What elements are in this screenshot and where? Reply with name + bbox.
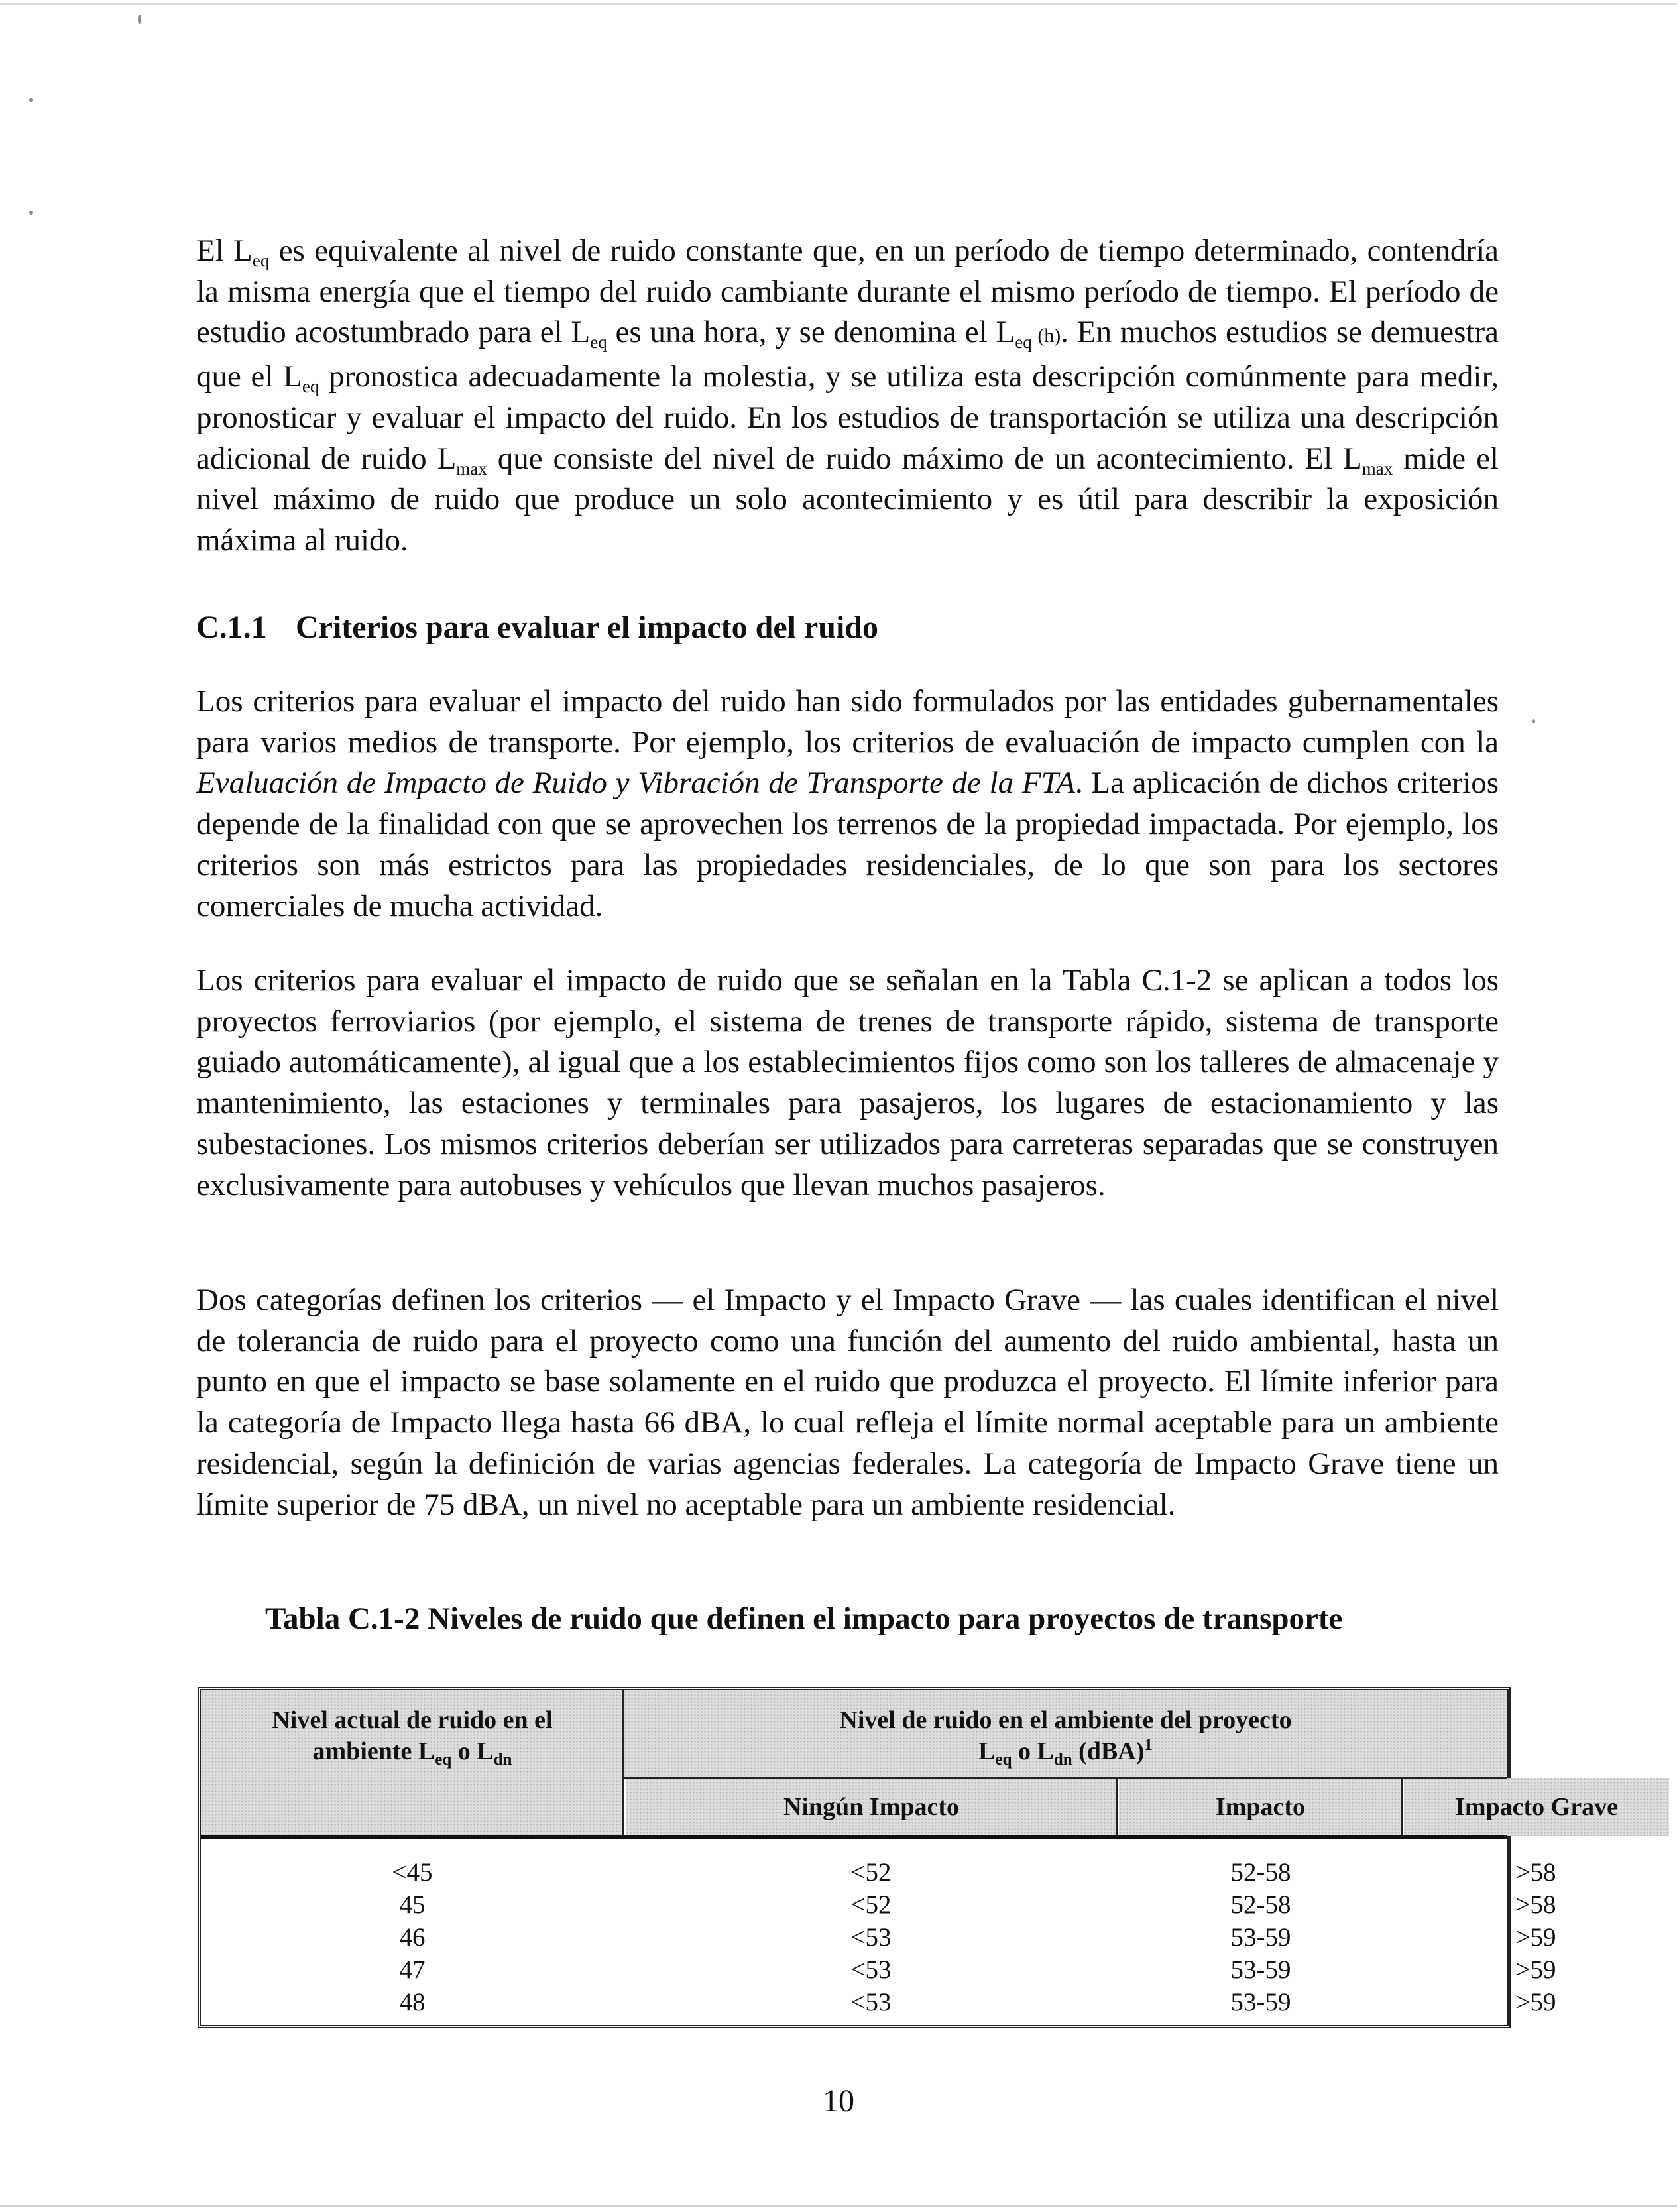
section-title: Criterios para evaluar el impacto del ruido xyxy=(296,610,878,645)
cell-impact: 52-58 xyxy=(1230,1891,1291,1919)
table-header-rule xyxy=(201,1835,1507,1839)
table-rule xyxy=(624,1777,1507,1779)
scan-speck xyxy=(29,98,33,102)
subheader-severe-impact: Impacto Grave xyxy=(1404,1778,1669,1836)
cell-impact: 52-58 xyxy=(1230,1858,1291,1887)
scan-speck xyxy=(29,211,33,215)
subheader-no-impact: Ningún Impacto xyxy=(626,1778,1117,1836)
cell-existing: 48 xyxy=(399,1988,426,2016)
table-row xyxy=(201,1953,1556,1986)
cell-impact: 53-59 xyxy=(1230,1955,1291,1984)
table-rule xyxy=(622,1690,624,1836)
noise-impact-table xyxy=(198,1687,1618,2028)
cell-severe-impact: >59 xyxy=(1515,1955,1556,1984)
footnote-marker: 1 xyxy=(1144,1736,1153,1754)
page-number: 10 xyxy=(823,2083,854,2119)
subheader-impact: Impacto xyxy=(1119,1778,1402,1836)
section-number: C.1.1 xyxy=(196,610,267,645)
cell-existing: 45 xyxy=(399,1891,426,1919)
cell-severe-impact: >59 xyxy=(1515,1988,1556,2016)
table-row xyxy=(201,1986,1556,2018)
cell-severe-impact: >58 xyxy=(1515,1858,1556,1887)
table-row xyxy=(201,1921,1556,1953)
paragraph-application: Los criterios para evaluar el impacto de ruido que se señalan en la Tabla C.1-2 se aplican a todos los proyectos ferroviarios (por ejemplo, el sistema de trenes de transporte rápido, sistema de transporte guiado automáticamente), al igual que a los establecimientos fijos como son los talleres de almacenaje y mantenimiento, las estaciones y terminales para pasajeros, los lugares de estacionamiento y las subestaciones. Los mismos criterios deberían ser utilizados para carreteras separadas que se construyen exclusivamente para autobuses y vehículos que llevan muchos pasajeros. xyxy=(196,963,1499,1202)
table-rule xyxy=(1116,1778,1118,1836)
cell-no-impact: <52 xyxy=(850,1858,892,1887)
table-row xyxy=(201,1889,1556,1921)
table-rule xyxy=(1401,1778,1403,1836)
table-row xyxy=(201,1856,1556,1889)
cell-no-impact: <53 xyxy=(850,1923,892,1951)
table-header-project-noise: Nivel de ruido en el ambiente del proyecto $L_{eq}$ o $L_{dn}$ (dBA)$^1$ xyxy=(624,1690,1507,1778)
cell-impact: 53-59 xyxy=(1230,1988,1291,2016)
paragraph-leq-definition: El $L_{eq}$ es equivalente al nivel de ruido constante que, en un período de tiempo determinado, contendría la misma energía que el tiempo del ruido cambiante durante el mismo período de tiempo. El período de estudio acostumbrado para el $L_{eq}$ es una hora, y se denomina el $L_{eq}$ (h). En muchos estudios se demuestra que el $L_{eq}$ pronostica adecuadamente la molestia, y se utiliza esta descripción comúnmente para medir, pronosticar y evaluar el impacto del ruido. En los estudios de transportación se utiliza una descripción adicional de ruido $L_{max}$ que consiste del nivel de ruido máximo de un acontecimiento. El $L_{max}$ mide el nivel máximo de ruido que produce un solo acontecimiento y es útil para describir la exposición máxima al ruido. xyxy=(196,233,1499,557)
scan-speck xyxy=(138,15,141,24)
table-body xyxy=(201,1840,1556,2018)
table-caption: Tabla C.1-2 Niveles de ruido que definen el impacto para proyectos de transporte xyxy=(265,1601,1343,1636)
paragraph-criteria: Los criterios para evaluar el impacto del ruido han sido formulados por las entidades gubernamentales para varios medios de transporte. Por ejemplo, los criterios de evaluación de impacto cumplen con la Evaluación de Impacto de Ruido y Vibración de Transporte de la FTA. La aplicación de dichos criterios depende de la finalidad con que se aprovechen los terrenos de la propiedad impactada. Por ejemplo, los criterios son más estrictos para las propiedades residenciales, de lo que son para los sectores comerciales de mucha actividad. xyxy=(196,684,1499,923)
cell-existing: 47 xyxy=(399,1955,426,1984)
cell-severe-impact: >58 xyxy=(1515,1891,1556,1919)
scan-top-edge xyxy=(0,3,1677,5)
cell-severe-impact: >59 xyxy=(1515,1923,1556,1951)
section-heading xyxy=(196,608,878,648)
cell-existing: 46 xyxy=(399,1923,426,1951)
cell-impact: 53-59 xyxy=(1230,1923,1291,1951)
cell-existing: <45 xyxy=(392,1858,433,1887)
cell-no-impact: <53 xyxy=(850,1955,892,1984)
table-header-existing-noise: Nivel actual de ruido en el ambiente $L_{eq}$ o $L_{dn}$ xyxy=(201,1690,624,1836)
cell-no-impact: <53 xyxy=(850,1988,892,2016)
cell-no-impact: <52 xyxy=(850,1891,892,1919)
scan-bottom-edge xyxy=(0,2205,1677,2207)
paragraph-categories: Dos categorías definen los criterios — el Impacto y el Impacto Grave — las cuales identifican el nivel de tolerancia de ruido para el proyecto como una función del aumento del ruido ambiental, hasta un punto en que el impacto se base solamente en el ruido que produzca el proyecto. El límite inferior para la categoría de Impacto llega hasta 66 dBA, lo cual refleja el límite normal aceptable para un ambiente residencial, según la definición de varias agencias federales. La categoría de Impacto Grave tiene un límite superior de 75 dBA, un nivel no aceptable para un ambiente residencial. xyxy=(196,1283,1499,1522)
scan-speck xyxy=(1532,719,1535,723)
